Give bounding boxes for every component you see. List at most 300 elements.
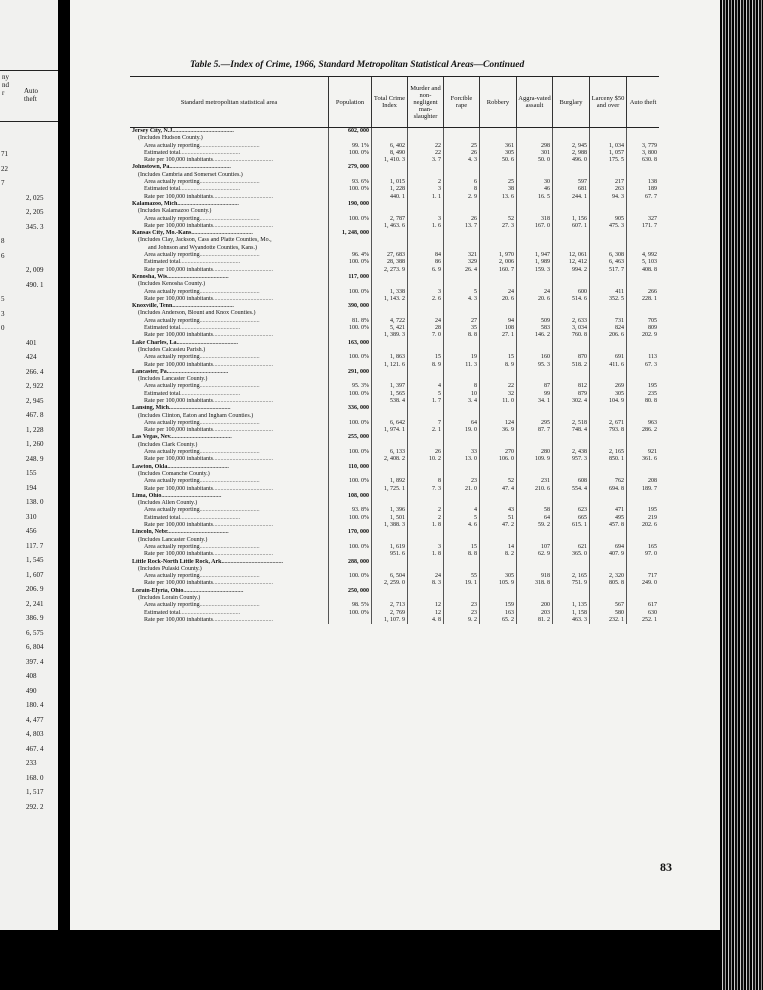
value-cell: 55 [444,573,480,580]
value-cell [590,413,627,420]
value-cell: 1, 619 [372,544,408,551]
value-cell: 2 [408,507,444,514]
value-cell [517,135,553,142]
value-cell: 47. 4 [480,486,517,493]
value-cell: 994. 2 [553,267,590,274]
value-cell: 1, 057 [590,150,627,157]
column-header: Aggra-vated assault [517,77,553,128]
left-page-value: 490. 1 [26,280,44,289]
value-cell [627,201,660,208]
area-label: Lawton, Okla. ..... [130,464,329,471]
population-cell [329,194,372,201]
value-cell: 5 [444,515,480,522]
value-cell: 318. 8 [517,580,553,587]
value-cell [408,471,444,478]
value-cell: 19. 0 [444,427,480,434]
value-cell [444,559,480,566]
value-cell [553,281,590,288]
column-header: Burglary [553,77,590,128]
value-cell: 2, 671 [590,420,627,427]
value-cell [480,230,517,237]
area-label: Area actually reporting ..... [130,318,329,325]
left-page-fragment [0,0,58,930]
value-cell [627,172,660,179]
area-label: (Includes Comanche County.) [138,470,210,477]
value-cell: 1. 1 [408,194,444,201]
left-page-value: 1, 545 [26,556,44,564]
left-page-value: 4, 803 [26,730,44,738]
value-cell: 228. 1 [627,296,660,303]
value-cell: 6, 133 [372,449,408,456]
value-cell [408,281,444,288]
table-row [130,223,659,230]
value-cell: 27. 3 [480,223,517,230]
value-cell [372,172,408,179]
value-cell [627,237,660,244]
value-cell: 59. 2 [517,522,553,529]
value-cell: 51 [480,515,517,522]
table-row [130,150,659,157]
value-cell: 15 [444,544,480,551]
population-cell: 95. 3% [329,383,372,390]
value-cell [408,493,444,500]
population-cell [329,500,372,507]
population-cell: 100. 0% [329,186,372,193]
population-cell [329,522,372,529]
value-cell: 235 [627,391,660,398]
population-cell [329,456,372,463]
table-body [130,128,659,625]
value-cell: 951. 6 [372,551,408,558]
value-cell: 1, 121. 6 [372,362,408,369]
value-cell: 760. 8 [553,332,590,339]
area-heading-row [130,464,659,471]
left-page-value: 2, 241 [26,599,44,608]
value-cell [553,464,590,471]
value-cell: 1, 135 [553,602,590,609]
value-cell: 1, 463. 6 [372,223,408,230]
value-cell: 4, 722 [372,318,408,325]
value-cell [627,471,660,478]
population-cell [329,362,372,369]
value-cell [517,529,553,536]
population-cell: 279, 000 [329,164,372,171]
value-cell: 408. 8 [627,267,660,274]
population-cell: 390, 000 [329,303,372,310]
value-cell [480,566,517,573]
value-cell: 266 [627,289,660,296]
value-cell [444,493,480,500]
value-cell [553,559,590,566]
area-heading-row [130,128,659,136]
value-cell [444,281,480,288]
population-cell [329,413,372,420]
value-cell [627,274,660,281]
value-cell: 1, 970 [480,252,517,259]
value-cell [480,442,517,449]
table-row [130,172,659,179]
area-label: Area actually reporting ..... [130,354,329,361]
value-cell: 8. 9 [480,362,517,369]
value-cell: 305 [480,573,517,580]
value-cell: 2, 787 [372,216,408,223]
value-cell: 2, 988 [553,150,590,157]
population-cell: 336, 000 [329,405,372,412]
table-row [130,566,659,573]
value-cell: 1, 156 [553,216,590,223]
value-cell [372,208,408,215]
population-cell [329,135,372,142]
area-label: Area actually reporting ..... [130,383,329,390]
table-row [130,420,659,427]
area-label: (Includes Pulaski County.) [138,565,202,572]
left-page-value: 467. 8 [26,411,44,419]
left-page-value: 206. 9 [26,585,44,593]
value-cell [444,135,480,142]
value-cell: 3 [408,216,444,223]
value-cell: 717 [627,573,660,580]
value-cell [372,493,408,500]
value-cell [372,201,408,208]
area-heading-row [130,164,659,171]
page-number: 83 [660,860,672,874]
value-cell [480,413,517,420]
population-cell [329,281,372,288]
population-cell [329,157,372,164]
value-cell [480,201,517,208]
value-cell [480,500,517,507]
table-row [130,515,659,522]
value-cell [627,500,660,507]
value-cell [408,135,444,142]
value-cell: 19. 1 [444,580,480,587]
value-cell [590,405,627,412]
area-label: Estimated total ..... [130,610,329,617]
value-cell [517,493,553,500]
value-cell [590,281,627,288]
area-label: Estimated total ..... [130,515,329,522]
value-cell: 6, 308 [590,252,627,259]
value-cell: 189 [627,186,660,193]
value-cell: 879 [553,391,590,398]
value-cell [590,128,627,136]
left-header-fragment: Auto [24,87,38,95]
value-cell: 15 [480,354,517,361]
value-cell: 24 [408,318,444,325]
value-cell [517,471,553,478]
value-cell: 6. 9 [408,267,444,274]
area-label: (Includes Clay, Jackson, Cass and Platte Counties, Mo., [138,237,272,244]
area-label: Rate per 100,000 inhabitants ..... [130,223,329,230]
value-cell: 1, 158 [553,610,590,617]
value-cell: 8 [444,383,480,390]
value-cell [444,230,480,237]
value-cell: 159. 3 [517,267,553,274]
value-cell: 47. 2 [480,522,517,529]
area-label: Knoxville, Tenn. ..... [130,303,329,310]
value-cell [372,245,408,252]
area-heading-row [130,201,659,208]
value-cell [553,529,590,536]
value-cell: 1, 974. 1 [372,427,408,434]
value-cell [408,164,444,171]
value-cell: 3, 800 [627,150,660,157]
value-cell: 518. 2 [553,362,590,369]
value-cell [444,201,480,208]
value-cell: 805. 8 [590,580,627,587]
value-cell [627,405,660,412]
value-cell: 26. 4 [444,267,480,274]
scan-edge [720,0,763,990]
value-cell [408,128,444,136]
value-cell [590,310,627,317]
value-cell: 318 [517,216,553,223]
population-cell [329,471,372,478]
value-cell: 2, 518 [553,420,590,427]
value-cell [517,442,553,449]
value-cell: 457. 8 [590,522,627,529]
area-label: Area actually reporting ..... [130,179,329,186]
value-cell: 286. 2 [627,427,660,434]
value-cell: 623 [553,507,590,514]
value-cell [408,245,444,252]
value-cell: 27. 1 [480,332,517,339]
value-cell: 26 [408,449,444,456]
left-page-value: 490 [26,686,37,695]
value-cell: 249. 0 [627,580,660,587]
value-cell: 65. 2 [480,617,517,624]
left-page-value: 1, 228 [26,425,44,434]
value-cell: 621 [553,544,590,551]
table-row [130,289,659,296]
value-cell: 2 [408,179,444,186]
area-heading-row [130,529,659,536]
value-cell: 3 [408,186,444,193]
value-cell: 27 [444,318,480,325]
value-cell: 124 [480,420,517,427]
area-label: Rate per 100,000 inhabitants ..... [130,486,329,493]
value-cell: 20. 6 [480,296,517,303]
value-cell: 4 [408,383,444,390]
value-cell: 64 [517,515,553,522]
area-label: Area actually reporting ..... [130,289,329,296]
area-label: Lancaster, Pa. ..... [130,369,329,376]
value-cell [408,369,444,376]
area-label: Kenosha, Wis. ..... [130,274,329,281]
value-cell [590,274,627,281]
value-cell [517,303,553,310]
value-cell: 321 [444,252,480,259]
value-cell [553,566,590,573]
value-cell [444,245,480,252]
table-row [130,537,659,544]
value-cell [408,310,444,317]
value-cell [444,588,480,595]
value-cell [517,369,553,376]
area-label: (Includes Anderson, Blount and Knox Counties.) [138,310,256,317]
population-cell [329,237,372,244]
value-cell [372,471,408,478]
area-label: and Johnson and Wyandotte Counties, Kans.) [148,244,258,251]
value-cell: 270 [480,449,517,456]
value-cell [517,376,553,383]
value-cell: 411. 6 [590,362,627,369]
population-cell: 288, 000 [329,559,372,566]
value-cell: 2, 273. 9 [372,267,408,274]
value-cell [627,310,660,317]
value-cell [372,340,408,347]
value-cell: 7. 3 [408,486,444,493]
value-cell [553,347,590,354]
value-cell: 104. 9 [590,398,627,405]
value-cell: 2. 6 [408,296,444,303]
value-cell [553,208,590,215]
left-page-value: 7 [1,179,5,187]
value-cell [553,413,590,420]
area-label: (Includes Lorain County.) [138,595,201,601]
value-cell: 4. 8 [408,617,444,624]
value-cell [590,172,627,179]
value-cell: 269 [590,383,627,390]
column-header: Forcible rape [444,77,480,128]
value-cell: 171. 7 [627,223,660,230]
value-cell: 681 [553,186,590,193]
table-title: Table 5.—Index of Crime, 1966, Standard Metropolitan Statistical Areas—Continued [190,60,525,70]
value-cell [480,303,517,310]
value-cell: 210. 6 [517,486,553,493]
table-row [130,325,659,332]
value-cell [517,340,553,347]
value-cell [408,413,444,420]
value-cell [517,310,553,317]
value-cell: 1, 388. 3 [372,522,408,529]
left-page-value: 1, 607 [26,570,44,579]
value-cell: 12, 061 [553,252,590,259]
population-cell: 100. 0% [329,354,372,361]
value-cell: 67. 3 [627,362,660,369]
area-label: Rate per 100,000 inhabitants ..... [130,617,329,624]
population-cell: 110, 000 [329,464,372,471]
population-cell: 100. 0% [329,420,372,427]
value-cell: 751. 9 [553,580,590,587]
area-heading-row [130,588,659,595]
table-row [130,216,659,223]
area-label: Estimated total ..... [130,259,329,266]
column-header: Standard metropolitan statistical area [130,77,329,128]
population-cell [329,427,372,434]
value-cell [627,245,660,252]
population-cell: 170, 000 [329,529,372,536]
area-label: Little Rock-North Little Rock, Ark. ..... [130,559,329,566]
value-cell [408,376,444,383]
population-cell: 93. 8% [329,507,372,514]
value-cell: 608 [553,478,590,485]
value-cell [372,405,408,412]
value-cell: 748. 4 [553,427,590,434]
value-cell: 231 [517,478,553,485]
value-cell: 327 [627,216,660,223]
value-cell: 28, 388 [372,259,408,266]
value-cell: 2, 006 [480,259,517,266]
value-cell: 600 [553,289,590,296]
population-cell: 602, 000 [329,128,372,136]
value-cell: 87 [517,383,553,390]
value-cell [444,566,480,573]
value-cell: 1, 389. 3 [372,332,408,339]
value-cell: 203 [517,610,553,617]
value-cell: 217 [590,179,627,186]
value-cell: 46 [517,186,553,193]
value-cell: 28 [408,325,444,332]
table-row [130,318,659,325]
left-page-value: 2, 205 [26,208,44,216]
value-cell: 25 [444,143,480,150]
value-cell: 1, 107. 9 [372,617,408,624]
value-cell: 918 [517,573,553,580]
value-cell: 8. 9 [408,362,444,369]
value-cell [408,559,444,566]
value-cell: 86 [408,259,444,266]
value-cell: 23 [444,610,480,617]
table-row [130,398,659,405]
value-cell [372,376,408,383]
column-header: Larceny $50 and over [590,77,627,128]
value-cell: 1. 6 [408,223,444,230]
value-cell: 567 [590,602,627,609]
value-cell [553,405,590,412]
value-cell [553,164,590,171]
value-cell: 305 [590,391,627,398]
value-cell: 2, 438 [553,449,590,456]
value-cell [408,464,444,471]
value-cell: 6, 504 [372,573,408,580]
value-cell [444,537,480,544]
value-cell: 762 [590,478,627,485]
area-heading-row [130,405,659,412]
value-cell: 13. 0 [444,456,480,463]
value-cell [553,588,590,595]
value-cell [517,347,553,354]
value-cell [480,464,517,471]
value-cell [444,595,480,602]
value-cell [517,595,553,602]
table-row [130,135,659,142]
value-cell: 2, 165 [553,573,590,580]
value-cell: 189. 7 [627,486,660,493]
left-page-value: 345. 3 [26,222,44,231]
value-cell: 2, 320 [590,573,627,580]
value-cell [517,230,553,237]
value-cell [627,493,660,500]
value-cell: 38 [480,186,517,193]
value-cell [553,493,590,500]
value-cell: 298 [517,143,553,150]
value-cell [408,529,444,536]
value-cell: 106. 0 [480,456,517,463]
table-row [130,354,659,361]
area-label: Lake Charles, La. ..... [130,340,329,347]
value-cell [480,376,517,383]
value-cell: 5 [408,391,444,398]
table-row [130,383,659,390]
value-cell [480,274,517,281]
value-cell: 6 [444,179,480,186]
value-cell: 163 [480,610,517,617]
value-cell [590,369,627,376]
value-cell [627,340,660,347]
value-cell: 607. 1 [553,223,590,230]
value-cell [408,588,444,595]
